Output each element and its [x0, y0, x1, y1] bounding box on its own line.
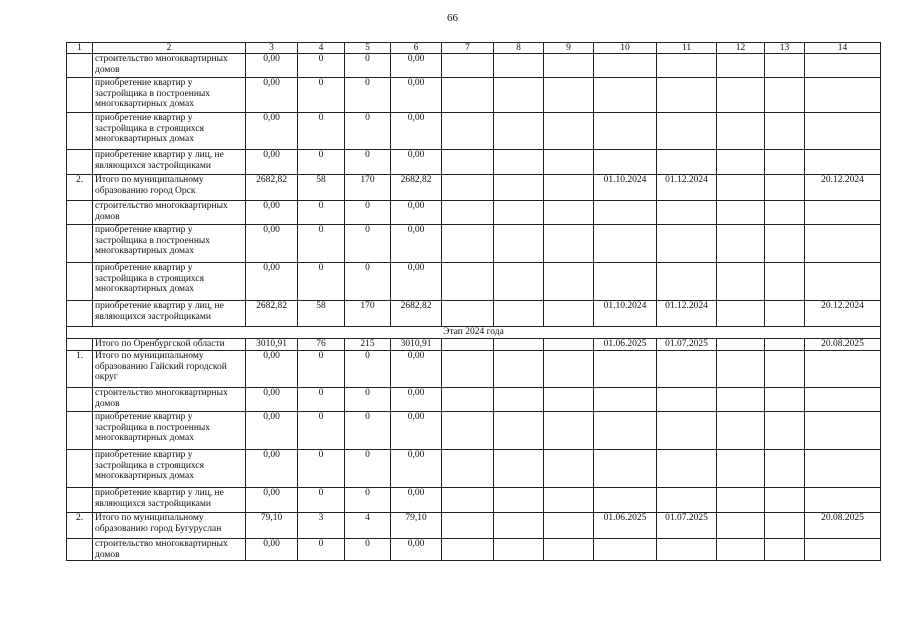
- table-cell: [494, 263, 544, 301]
- table-cell: 0: [345, 539, 391, 561]
- table-cell: 0,00: [391, 450, 442, 488]
- header-cell: 8: [494, 43, 544, 54]
- row-label-cell: Итого по муниципальному образованию Гайский городской округ: [93, 351, 246, 388]
- table-cell: [765, 263, 805, 301]
- table-cell: [717, 351, 765, 388]
- table-cell: [657, 113, 717, 150]
- row-label-cell: строительство многоквартирных домов: [93, 539, 246, 561]
- table-cell: 0,00: [391, 539, 442, 561]
- header-row: [67, 43, 881, 54]
- table-cell: 20.12.2024: [805, 175, 881, 201]
- table-cell: 01.06.2025: [594, 339, 657, 351]
- table-cell: 3010,91: [246, 339, 298, 351]
- table-cell: [594, 54, 657, 78]
- row-label-cell: приобретение квартир у застройщика в строящихся многоквартирных домах: [93, 450, 246, 488]
- header-cell: 4: [298, 43, 345, 54]
- table-cell: 0: [345, 113, 391, 150]
- row-label-cell: строительство многоквартирных домов: [93, 54, 246, 78]
- table-cell: [765, 513, 805, 539]
- row-number-cell: [67, 263, 93, 301]
- table-cell: [494, 539, 544, 561]
- table-cell: [657, 150, 717, 175]
- table-cell: [765, 175, 805, 201]
- table-row: [67, 513, 881, 539]
- table-cell: 0,00: [246, 488, 298, 513]
- row-label-cell: приобретение квартир у лиц, не являющихся застройщиками: [93, 301, 246, 327]
- table-cell: [544, 78, 594, 113]
- table-cell: [442, 339, 494, 351]
- table-cell: 0: [345, 388, 391, 412]
- table-cell: [717, 488, 765, 513]
- table-cell: 2682,82: [391, 301, 442, 327]
- table-cell: 2682,82: [246, 175, 298, 201]
- table-cell: [717, 201, 765, 225]
- row-label-cell: приобретение квартир у застройщика в построенных многоквартирных домах: [93, 412, 246, 450]
- table-row: [67, 388, 881, 412]
- table-cell: [594, 201, 657, 225]
- table-cell: 170: [345, 301, 391, 327]
- header-cell: 11: [657, 43, 717, 54]
- table-cell: [544, 488, 594, 513]
- table-cell: [544, 339, 594, 351]
- table-cell: [494, 150, 544, 175]
- table-cell: 0: [298, 54, 345, 78]
- table-cell: 0: [345, 54, 391, 78]
- table-cell: 0,00: [246, 351, 298, 388]
- table-cell: 0,00: [246, 78, 298, 113]
- table-cell: [717, 113, 765, 150]
- table-cell: [805, 78, 881, 113]
- table-cell: 0: [345, 488, 391, 513]
- table-cell: [805, 450, 881, 488]
- table-cell: [544, 513, 594, 539]
- table-cell: 0: [298, 412, 345, 450]
- table-cell: [494, 450, 544, 488]
- header-cell: 10: [594, 43, 657, 54]
- stage-title: Этап 2024 года: [67, 327, 881, 339]
- table-row: [67, 539, 881, 561]
- row-number-cell: [67, 488, 93, 513]
- table-cell: [765, 113, 805, 150]
- header-cell: 2: [93, 43, 246, 54]
- table-row: [67, 339, 881, 351]
- table-cell: 0: [298, 388, 345, 412]
- table-cell: [717, 412, 765, 450]
- table-row: [67, 78, 881, 113]
- row-number-cell: [67, 150, 93, 175]
- table-row: [67, 301, 881, 327]
- table-cell: [544, 301, 594, 327]
- table-cell: 01.10.2024: [594, 175, 657, 201]
- table-cell: [805, 263, 881, 301]
- table-cell: [765, 150, 805, 175]
- table-cell: [805, 150, 881, 175]
- table-cell: [544, 450, 594, 488]
- table-cell: 0: [345, 263, 391, 301]
- table-cell: 2682,82: [246, 301, 298, 327]
- row-number-cell: 1.: [67, 351, 93, 388]
- header-cell: 9: [544, 43, 594, 54]
- table-cell: [594, 225, 657, 263]
- table-cell: 0,00: [246, 225, 298, 263]
- table-cell: [594, 412, 657, 450]
- page-number: 66: [447, 12, 458, 24]
- table-cell: [494, 351, 544, 388]
- row-number-cell: [67, 450, 93, 488]
- table-cell: [594, 388, 657, 412]
- row-number-cell: [67, 539, 93, 561]
- header-cell: 12: [717, 43, 765, 54]
- table-cell: [494, 513, 544, 539]
- table-cell: [657, 539, 717, 561]
- table-cell: [657, 412, 717, 450]
- table-cell: [805, 488, 881, 513]
- table-cell: [594, 150, 657, 175]
- table-cell: 20.08.2025: [805, 513, 881, 539]
- table-cell: [442, 150, 494, 175]
- table-cell: [594, 78, 657, 113]
- table-cell: [544, 539, 594, 561]
- table-cell: [765, 388, 805, 412]
- table-cell: 215: [345, 339, 391, 351]
- table-cell: 3010,91: [391, 339, 442, 351]
- table-cell: [765, 54, 805, 78]
- table-row: [67, 225, 881, 263]
- table-cell: [594, 263, 657, 301]
- table-cell: 76: [298, 339, 345, 351]
- table-cell: 0: [298, 539, 345, 561]
- table-cell: [442, 225, 494, 263]
- table-cell: [765, 225, 805, 263]
- table-cell: 0,00: [391, 488, 442, 513]
- table-cell: 3: [298, 513, 345, 539]
- table-cell: 0,00: [246, 54, 298, 78]
- table-cell: [494, 388, 544, 412]
- table-cell: 0: [345, 150, 391, 175]
- table-cell: [717, 450, 765, 488]
- table-cell: 0: [345, 225, 391, 263]
- table-cell: [717, 539, 765, 561]
- row-number-cell: [67, 301, 93, 327]
- table-cell: [544, 225, 594, 263]
- table-cell: [657, 54, 717, 78]
- table-cell: [544, 150, 594, 175]
- table-cell: [494, 488, 544, 513]
- row-number-cell: 2.: [67, 175, 93, 201]
- table-row: [67, 54, 881, 78]
- table-cell: [544, 201, 594, 225]
- table-cell: [442, 488, 494, 513]
- table-cell: 0: [345, 78, 391, 113]
- table-cell: [494, 339, 544, 351]
- row-number-cell: [67, 225, 93, 263]
- table-cell: [765, 301, 805, 327]
- table-cell: [657, 78, 717, 113]
- table-cell: 0,00: [246, 539, 298, 561]
- table-cell: [765, 412, 805, 450]
- table-cell: [594, 351, 657, 388]
- table-cell: 0,00: [246, 201, 298, 225]
- row-number-cell: [67, 54, 93, 78]
- table-row: [67, 351, 881, 388]
- table-cell: 0,00: [246, 450, 298, 488]
- table-cell: [494, 201, 544, 225]
- table-cell: 4: [345, 513, 391, 539]
- table-cell: 0,00: [246, 150, 298, 175]
- table-cell: [442, 113, 494, 150]
- header-cell: 6: [391, 43, 442, 54]
- table-cell: [765, 339, 805, 351]
- table-cell: [494, 78, 544, 113]
- table-cell: 01.12.2024: [657, 301, 717, 327]
- table-cell: [657, 201, 717, 225]
- table-cell: [594, 539, 657, 561]
- row-label-cell: приобретение квартир у лиц, не являющихся застройщиками: [93, 488, 246, 513]
- table-cell: [805, 351, 881, 388]
- table-cell: [442, 201, 494, 225]
- row-label-cell: приобретение квартир у застройщика в построенных многоквартирных домах: [93, 78, 246, 113]
- stage-row: [67, 327, 881, 339]
- row-label-cell: приобретение квартир у застройщика в строящихся многоквартирных домах: [93, 113, 246, 150]
- row-label-cell: приобретение квартир у застройщика в построенных многоквартирных домах: [93, 225, 246, 263]
- table-row: [67, 201, 881, 225]
- table-cell: [442, 388, 494, 412]
- table-cell: [544, 54, 594, 78]
- table-row: [67, 263, 881, 301]
- table-cell: [805, 412, 881, 450]
- table-cell: [765, 351, 805, 388]
- row-number-cell: [67, 78, 93, 113]
- table-cell: 0: [298, 201, 345, 225]
- table-cell: [717, 150, 765, 175]
- table-cell: [805, 388, 881, 412]
- table-cell: 0: [298, 488, 345, 513]
- table-cell: [442, 513, 494, 539]
- table-cell: [494, 175, 544, 201]
- table-cell: [805, 113, 881, 150]
- table-cell: [494, 54, 544, 78]
- row-number-cell: [67, 201, 93, 225]
- header-cell: 3: [246, 43, 298, 54]
- table-cell: [442, 54, 494, 78]
- table-cell: 0,00: [391, 351, 442, 388]
- header-cell: 7: [442, 43, 494, 54]
- table-cell: 0,00: [391, 54, 442, 78]
- table-row: [67, 150, 881, 175]
- table-cell: [805, 54, 881, 78]
- table-row: [67, 488, 881, 513]
- table-cell: 0,00: [246, 263, 298, 301]
- table-cell: [442, 351, 494, 388]
- table-cell: 0,00: [246, 388, 298, 412]
- table-cell: [765, 78, 805, 113]
- table-cell: [657, 351, 717, 388]
- table-cell: [544, 175, 594, 201]
- table-cell: 58: [298, 175, 345, 201]
- table-cell: [805, 539, 881, 561]
- table-cell: [805, 225, 881, 263]
- table-cell: 01.12.2024: [657, 175, 717, 201]
- row-label-cell: приобретение квартир у застройщика в строящихся многоквартирных домах: [93, 263, 246, 301]
- table-cell: 0: [345, 351, 391, 388]
- table-cell: [544, 351, 594, 388]
- table-cell: [657, 225, 717, 263]
- table-cell: [657, 388, 717, 412]
- table-cell: 01.07.2025: [657, 339, 717, 351]
- table-cell: [717, 339, 765, 351]
- row-number-cell: [67, 113, 93, 150]
- table-cell: 2682,82: [391, 175, 442, 201]
- table-cell: [494, 301, 544, 327]
- table-cell: [544, 113, 594, 150]
- table-cell: [657, 488, 717, 513]
- row-label-cell: строительство многоквартирных домов: [93, 388, 246, 412]
- table-cell: [442, 263, 494, 301]
- row-label-cell: строительство многоквартирных домов: [93, 201, 246, 225]
- table-cell: [717, 301, 765, 327]
- table-cell: [442, 175, 494, 201]
- table-cell: [442, 450, 494, 488]
- table-row: [67, 450, 881, 488]
- table-cell: [594, 450, 657, 488]
- table-cell: 79,10: [246, 513, 298, 539]
- row-number-cell: [67, 388, 93, 412]
- table-cell: [765, 488, 805, 513]
- table-cell: [494, 412, 544, 450]
- table-cell: [717, 225, 765, 263]
- table-cell: 170: [345, 175, 391, 201]
- table-cell: 0,00: [391, 201, 442, 225]
- table-cell: 01.06.2025: [594, 513, 657, 539]
- table-cell: 0: [345, 201, 391, 225]
- table-cell: 0,00: [391, 263, 442, 301]
- table-cell: 0: [298, 225, 345, 263]
- table-cell: 0,00: [391, 412, 442, 450]
- data-table: [66, 42, 881, 561]
- table-cell: [717, 513, 765, 539]
- table-cell: 0,00: [391, 150, 442, 175]
- table-cell: [544, 263, 594, 301]
- table-cell: 0,00: [391, 113, 442, 150]
- table-cell: [765, 450, 805, 488]
- table-cell: [765, 539, 805, 561]
- row-number-cell: 2.: [67, 513, 93, 539]
- row-label-cell: Итого по Оренбургской области: [93, 339, 246, 351]
- table-cell: 0,00: [391, 388, 442, 412]
- table-cell: 0: [298, 263, 345, 301]
- table-cell: 0: [345, 412, 391, 450]
- table-cell: 01.07.2025: [657, 513, 717, 539]
- table-cell: [717, 263, 765, 301]
- table-cell: 20.08.2025: [805, 339, 881, 351]
- row-number-cell: [67, 339, 93, 351]
- table-cell: 01.10.2024: [594, 301, 657, 327]
- table-cell: [657, 450, 717, 488]
- table-cell: [765, 201, 805, 225]
- row-label-cell: Итого по муниципальному образованию город Бугуруслан: [93, 513, 246, 539]
- table-cell: 79,10: [391, 513, 442, 539]
- table-cell: 0,00: [391, 78, 442, 113]
- table-cell: 20.12.2024: [805, 301, 881, 327]
- table-cell: [805, 201, 881, 225]
- header-cell: 1: [67, 43, 93, 54]
- table-cell: [494, 225, 544, 263]
- table-cell: 0: [298, 351, 345, 388]
- header-cell: 5: [345, 43, 391, 54]
- table-cell: 58: [298, 301, 345, 327]
- table-cell: [657, 263, 717, 301]
- table-cell: 0: [298, 113, 345, 150]
- table-cell: [594, 488, 657, 513]
- table-cell: 0,00: [246, 412, 298, 450]
- header-cell: 13: [765, 43, 805, 54]
- table-cell: 0,00: [391, 225, 442, 263]
- table-cell: 0: [298, 450, 345, 488]
- table-cell: [442, 301, 494, 327]
- table-cell: [717, 175, 765, 201]
- table-cell: [544, 412, 594, 450]
- table-cell: [442, 78, 494, 113]
- table-cell: [717, 388, 765, 412]
- table-cell: 0,00: [246, 113, 298, 150]
- table-cell: [717, 54, 765, 78]
- table-cell: [544, 388, 594, 412]
- table-cell: 0: [345, 450, 391, 488]
- table-row: [67, 175, 881, 201]
- table-cell: [717, 78, 765, 113]
- table-cell: [442, 412, 494, 450]
- header-cell: 14: [805, 43, 881, 54]
- row-label-cell: Итого по муниципальному образованию город Орск: [93, 175, 246, 201]
- table-row: [67, 113, 881, 150]
- row-label-cell: приобретение квартир у лиц, не являющихся застройщиками: [93, 150, 246, 175]
- table-cell: [442, 539, 494, 561]
- row-number-cell: [67, 412, 93, 450]
- table-cell: [494, 113, 544, 150]
- table-cell: 0: [298, 150, 345, 175]
- table-row: [67, 412, 881, 450]
- table-cell: 0: [298, 78, 345, 113]
- table-cell: [594, 113, 657, 150]
